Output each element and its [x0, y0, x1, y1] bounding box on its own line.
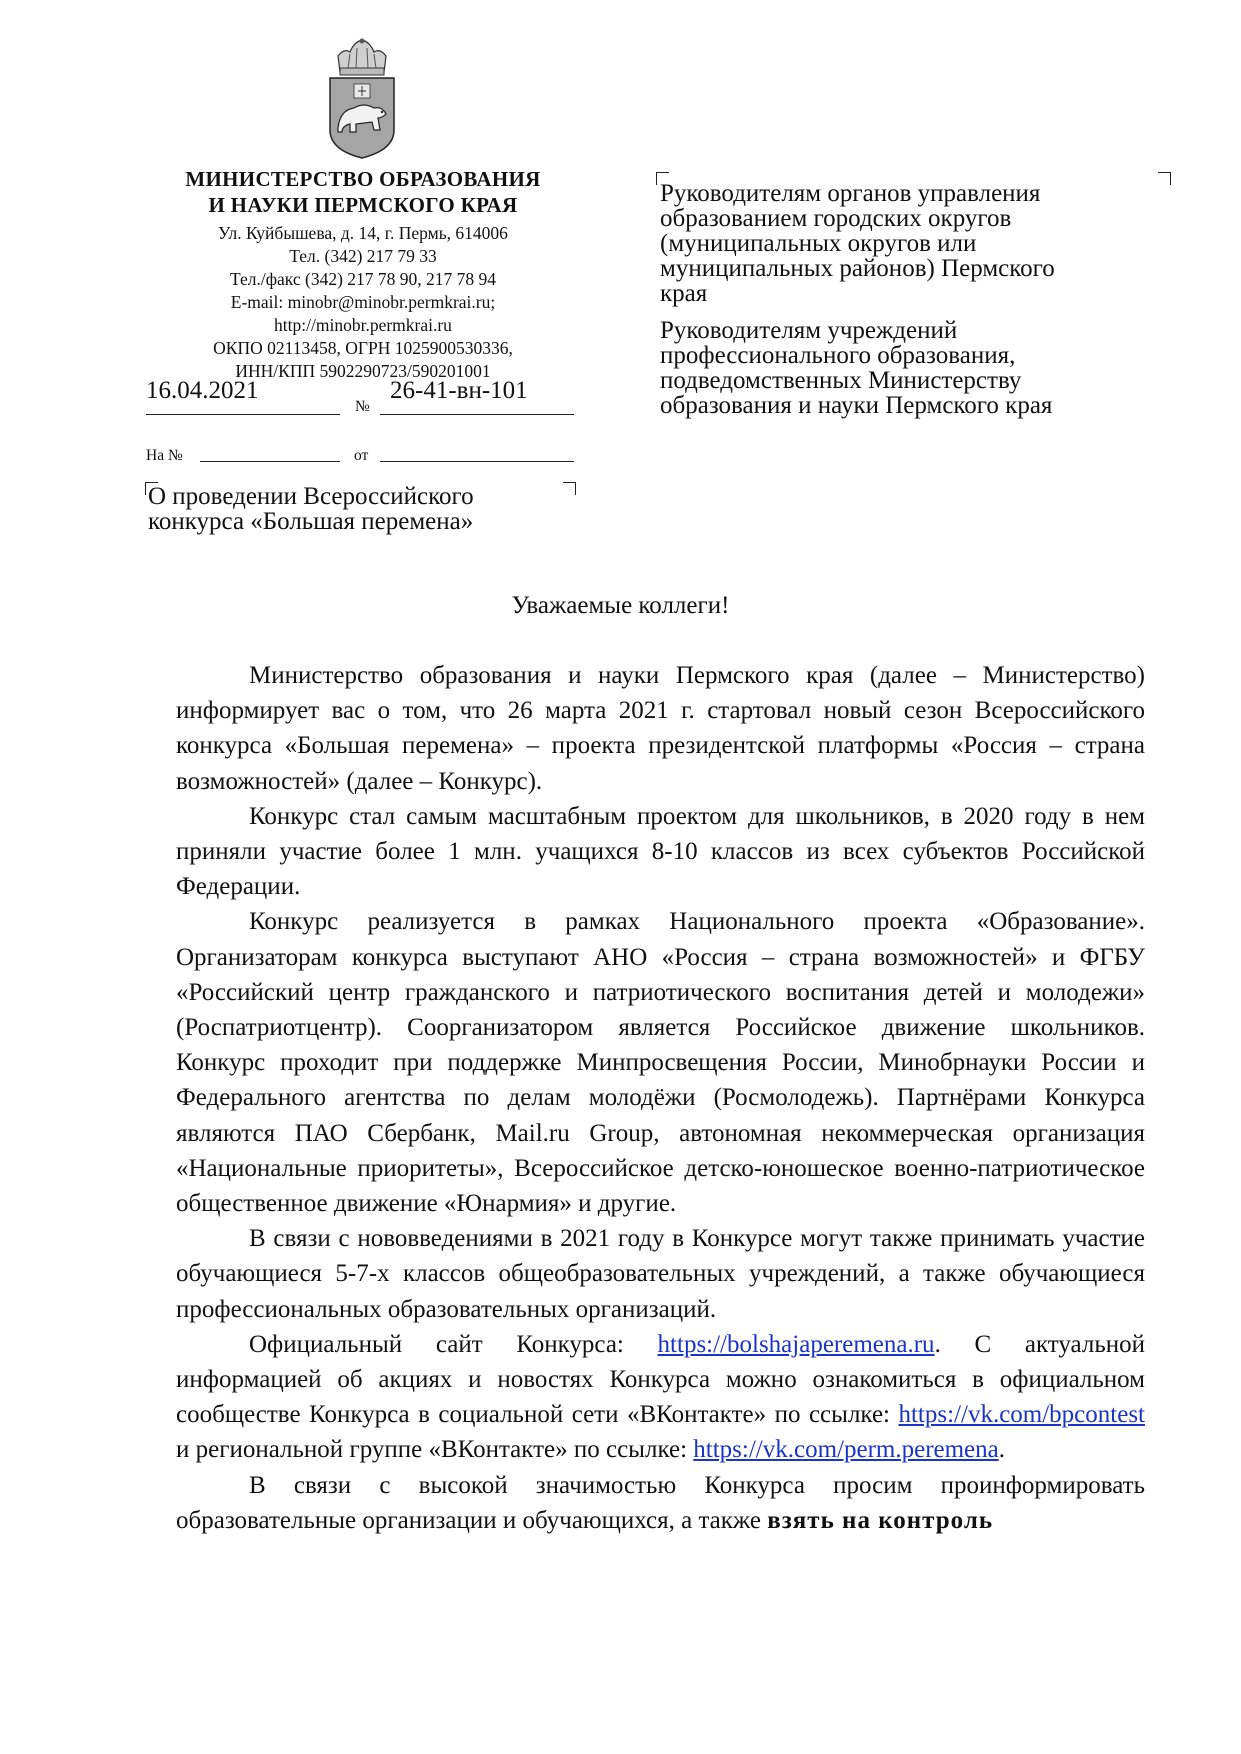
- paragraph-1: Министерство образования и науки Пермского края (далее – Министерство) информирует вас о том, что 26 марта 2021 г. стартовал новый сезон Всероссийского конкурса «Большая перемена» – проекта президентской платформы «Россия – страна возможностей» (далее – Конкурс).: [176, 662, 1145, 795]
- p5-text-b: . С актуальной информацией об акциях и новостях Конкурса можно ознакомиться в официальном сообществе Конкурса в социальной сети «ВКонтакте» по ссылке:: [176, 1330, 1145, 1429]
- org-okpo: ОКПО 02113458, ОГРН 1025900530336,: [213, 338, 513, 358]
- recipient-2-line-2: профессионального образования,: [660, 342, 1016, 369]
- greeting: Уважаемые коллеги!: [511, 592, 730, 619]
- org-fax: Тел./факс (342) 217 78 90, 217 78 94: [229, 269, 497, 289]
- p6-text-a: В связи с высокой значимостью Конкурса просим проинформировать образовательные организации и обучающихся, а также: [176, 1471, 1145, 1534]
- paragraph-4: В связи с нововведениями в 2021 году в Конкурсе могут также принимать участие обучающиеся 5-7-х классов общеобразовательных учреждений, а также обучающиеся профессиональных образовательных организаций.: [176, 1225, 1145, 1323]
- letter-date: 16.04.2021: [146, 377, 259, 404]
- date-underline: [146, 414, 340, 415]
- subject-line-2: конкурса «Большая перемена»: [148, 508, 474, 535]
- number-label: №: [355, 398, 370, 415]
- from-underline: [380, 461, 574, 462]
- recipient-1-line-4: муниципальных районов) Пермского: [660, 255, 1055, 282]
- link-official-site[interactable]: https://bolshajaperemena.ru: [657, 1330, 935, 1358]
- link-vk-bpcontest[interactable]: https://vk.com/bpcontest: [898, 1401, 1145, 1429]
- paragraph-5: [176, 1327, 1145, 1468]
- org-email: E-mail: minobr@minobr.permkrai.ru;: [230, 292, 496, 312]
- letter-body: [176, 658, 1145, 1538]
- link-vk-perm-peremena[interactable]: https://vk.com/perm.peremena: [693, 1436, 999, 1464]
- paragraph-3: Конкурс реализуется в рамках Национального проекта «Образование». Организаторам конкурса выступают АНО «Россия – страна возможностей» и ФГБУ «Российский центр гражданского и патриотического воспитания детей и молодежи» (Роспатриотцентр). Соорганизатором является Российское движение школьников. Конкурс проходит при поддержке Минпросвещения России, Минобрнауки России и Федерального агентства по делам молодёжи (Росмолодежь). Партнёрами Конкурса являются ПАО Сбербанк, Mail.ru Group, автономная некоммерческая организация «Национальные приоритеты», Всероссийское детско-юношеское военно-патриотическое общественное движение «Юнармия» и другие.: [176, 908, 1145, 1218]
- reference-label: На №: [146, 447, 183, 464]
- recipient-1-line-3: (муниципальных округов или: [660, 230, 977, 257]
- subject-line-1: О проведении Всероссийского: [148, 483, 474, 510]
- reference-underline: [200, 461, 340, 462]
- p5-text-a: Официальный сайт Конкурса:: [249, 1330, 658, 1358]
- coat-of-arms-icon: [320, 38, 404, 160]
- p6-bold-text: взять на контроль: [767, 1506, 994, 1534]
- recipient-2-line-4: образования и науки Пермского края: [660, 392, 1053, 419]
- recipient-1-line-1: Руководителям органов управления: [660, 180, 1041, 207]
- org-phone: Тел. (342) 217 79 33: [289, 246, 437, 266]
- org-website: http://minobr.permkrai.ru: [274, 315, 452, 335]
- paragraph-6: [176, 1468, 1145, 1538]
- recipient-2-line-3: подведомственных Министерству: [660, 367, 1022, 394]
- paragraph-2: Конкурс стал самым масштабным проектом для школьников, в 2020 году в нем приняли участие более 1 млн. учащихся 8-10 классов из всех субъектов Российской Федерации.: [176, 802, 1145, 901]
- letter-number: 26-41-вн-101: [390, 377, 528, 404]
- from-label: от: [354, 447, 369, 464]
- recipient-1-line-5: края: [660, 280, 708, 307]
- org-name-line-1: МИНИСТЕРСТВО ОБРАЗОВАНИЯ: [185, 167, 541, 191]
- org-inn: ИНН/КПП 5902290723/590201001: [235, 361, 491, 381]
- org-address: Ул. Куйбышева, д. 14, г. Пермь, 614006: [218, 223, 508, 243]
- recipient-1-line-2: образованием городских округов: [660, 205, 1012, 232]
- recipient-2-line-1: Руководителям учреждений: [660, 317, 958, 344]
- recipient-corner-right: [1158, 172, 1171, 185]
- number-underline: [380, 414, 574, 415]
- p5-text-c: и региональной группе «ВКонтакте» по ссылке:: [176, 1436, 694, 1464]
- p5-text-d: .: [998, 1436, 1005, 1464]
- org-name-line-2: И НАУКИ ПЕРМСКОГО КРАЯ: [208, 193, 518, 217]
